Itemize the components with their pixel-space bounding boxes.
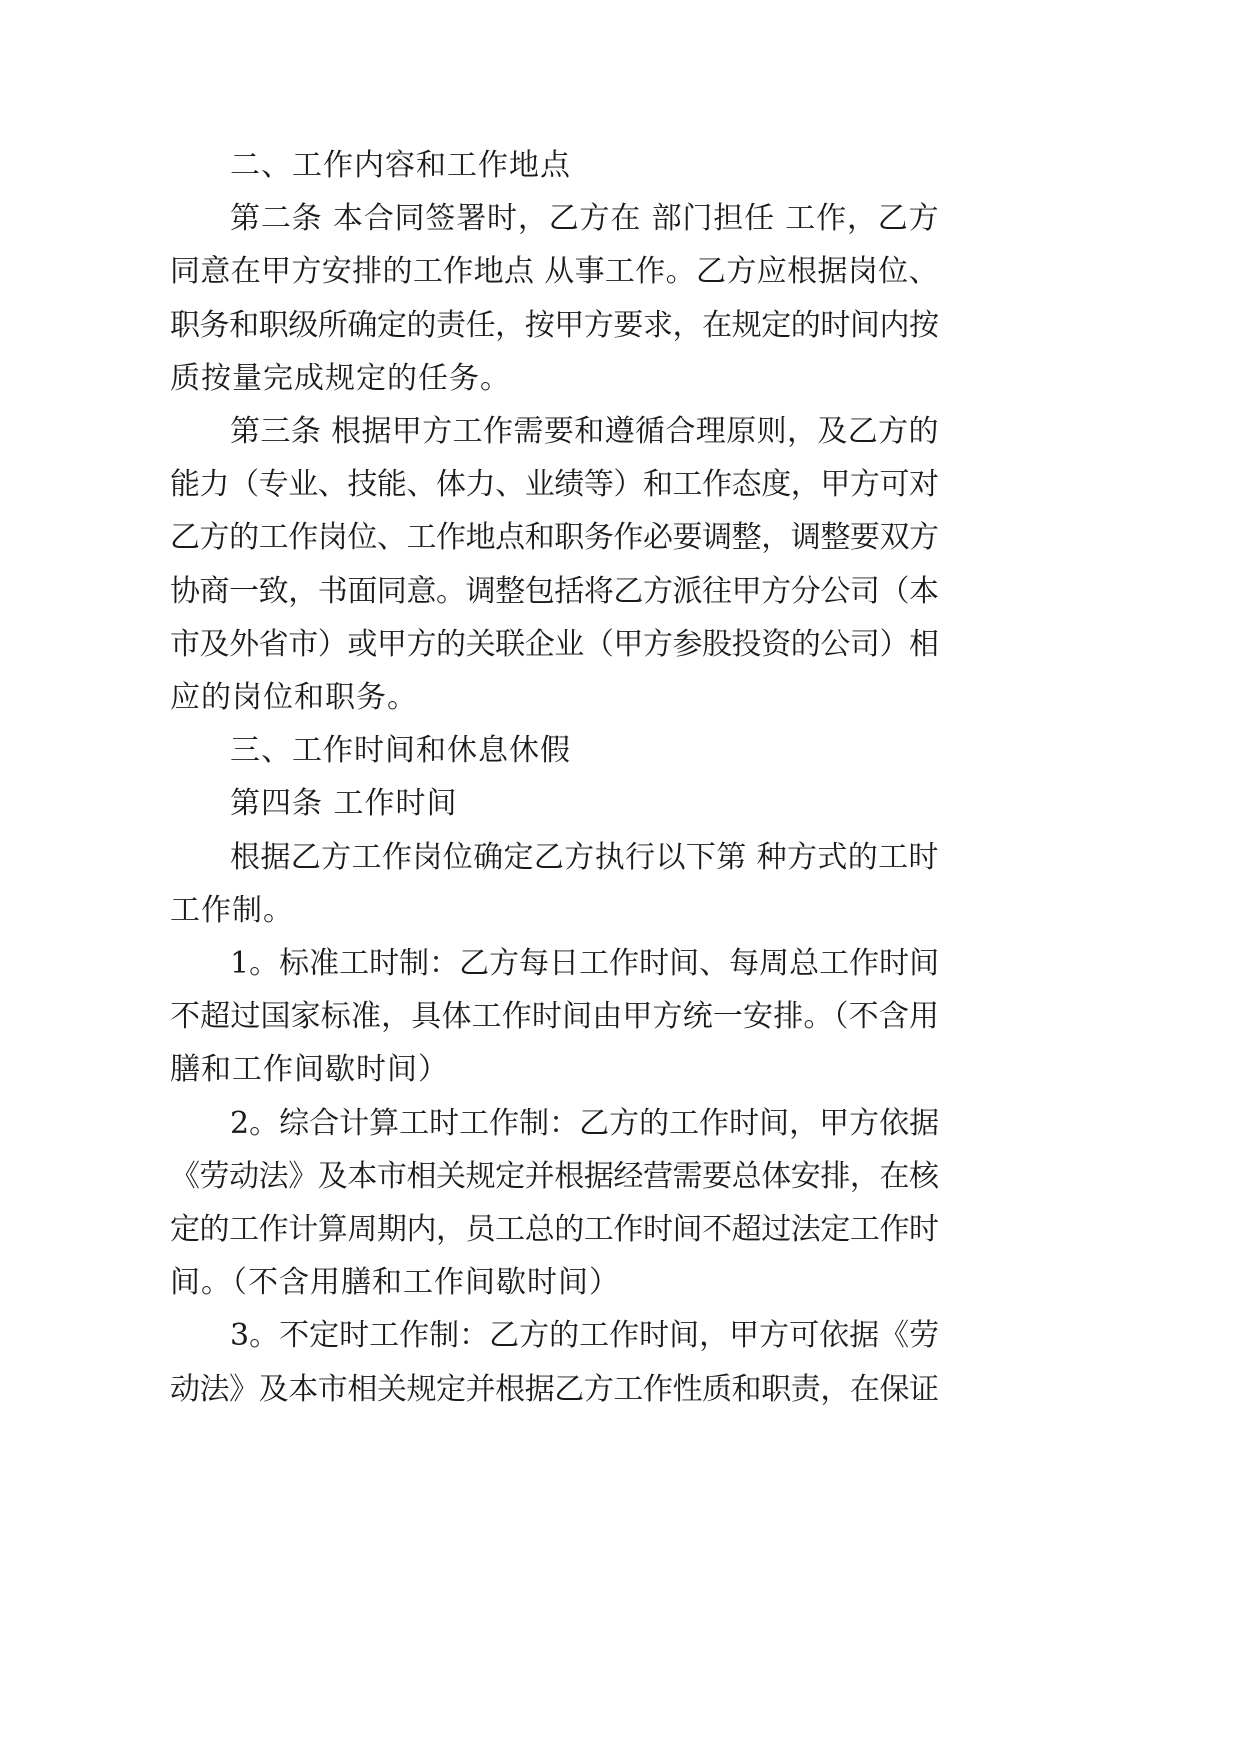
paragraph-line: 根据乙方工作岗位确定乙方执行以下第 种方式的工时 <box>230 840 939 875</box>
paragraph-line: 能力（专业、技能、体力、业绩等）和工作态度，甲方可对 <box>170 467 939 502</box>
section-heading: 三、工作时间和休息休假 <box>230 733 571 768</box>
paragraph-line: 《劳动法》及本市相关规定并根据经营需要总体安排，在核 <box>170 1159 939 1194</box>
article-heading: 第四条 工作时间 <box>230 786 458 821</box>
paragraph-line: 动法》及本市相关规定并根据乙方工作性质和职责，在保证 <box>170 1372 939 1407</box>
paragraph-line: 职务和职级所确定的责任，按甲方要求，在规定的时间内按 <box>170 308 939 343</box>
paragraph-line: 3。不定时工作制：乙方的工作时间，甲方可依据《劳 <box>230 1318 940 1353</box>
paragraph-line: 定的工作计算周期内，员工总的工作时间不超过法定工作时 <box>170 1212 939 1247</box>
paragraph-line: 间。（不含用膳和工作间歇时间） <box>170 1265 620 1300</box>
paragraph-line: 同意在甲方安排的工作地点 从事工作。乙方应根据岗位、 <box>170 254 939 289</box>
paragraph-line: 第三条 根据甲方工作需要和遵循合理原则，及乙方的 <box>230 414 939 449</box>
paragraph-line: 市及外省市）或甲方的关联企业（甲方参股投资的公司）相 <box>170 627 939 662</box>
paragraph-line: 膳和工作间歇时间） <box>170 1052 449 1087</box>
paragraph-line: 工作制。 <box>170 893 294 928</box>
paragraph-line: 不超过国家标准，具体工作时间由甲方统一安排。（不含用 <box>170 999 940 1034</box>
paragraph-line: 协商一致，书面同意。调整包括将乙方派往甲方分公司（本 <box>170 574 939 609</box>
paragraph-line: 乙方的工作岗位、工作地点和职务作必要调整，调整要双方 <box>170 520 939 555</box>
paragraph-line: 第二条 本合同签署时，乙方在 部门担任 工作，乙方 <box>230 201 940 236</box>
paragraph-line: 1。标准工时制：乙方每日工作时间、每周总工作时间 <box>230 946 940 981</box>
paragraph-line: 2。综合计算工时工作制：乙方的工作时间，甲方依据 <box>230 1106 940 1141</box>
paragraph-line: 应的岗位和职务。 <box>170 680 418 715</box>
section-heading: 二、工作内容和工作地点 <box>230 148 571 183</box>
paragraph-line: 质按量完成规定的任务。 <box>170 361 511 396</box>
